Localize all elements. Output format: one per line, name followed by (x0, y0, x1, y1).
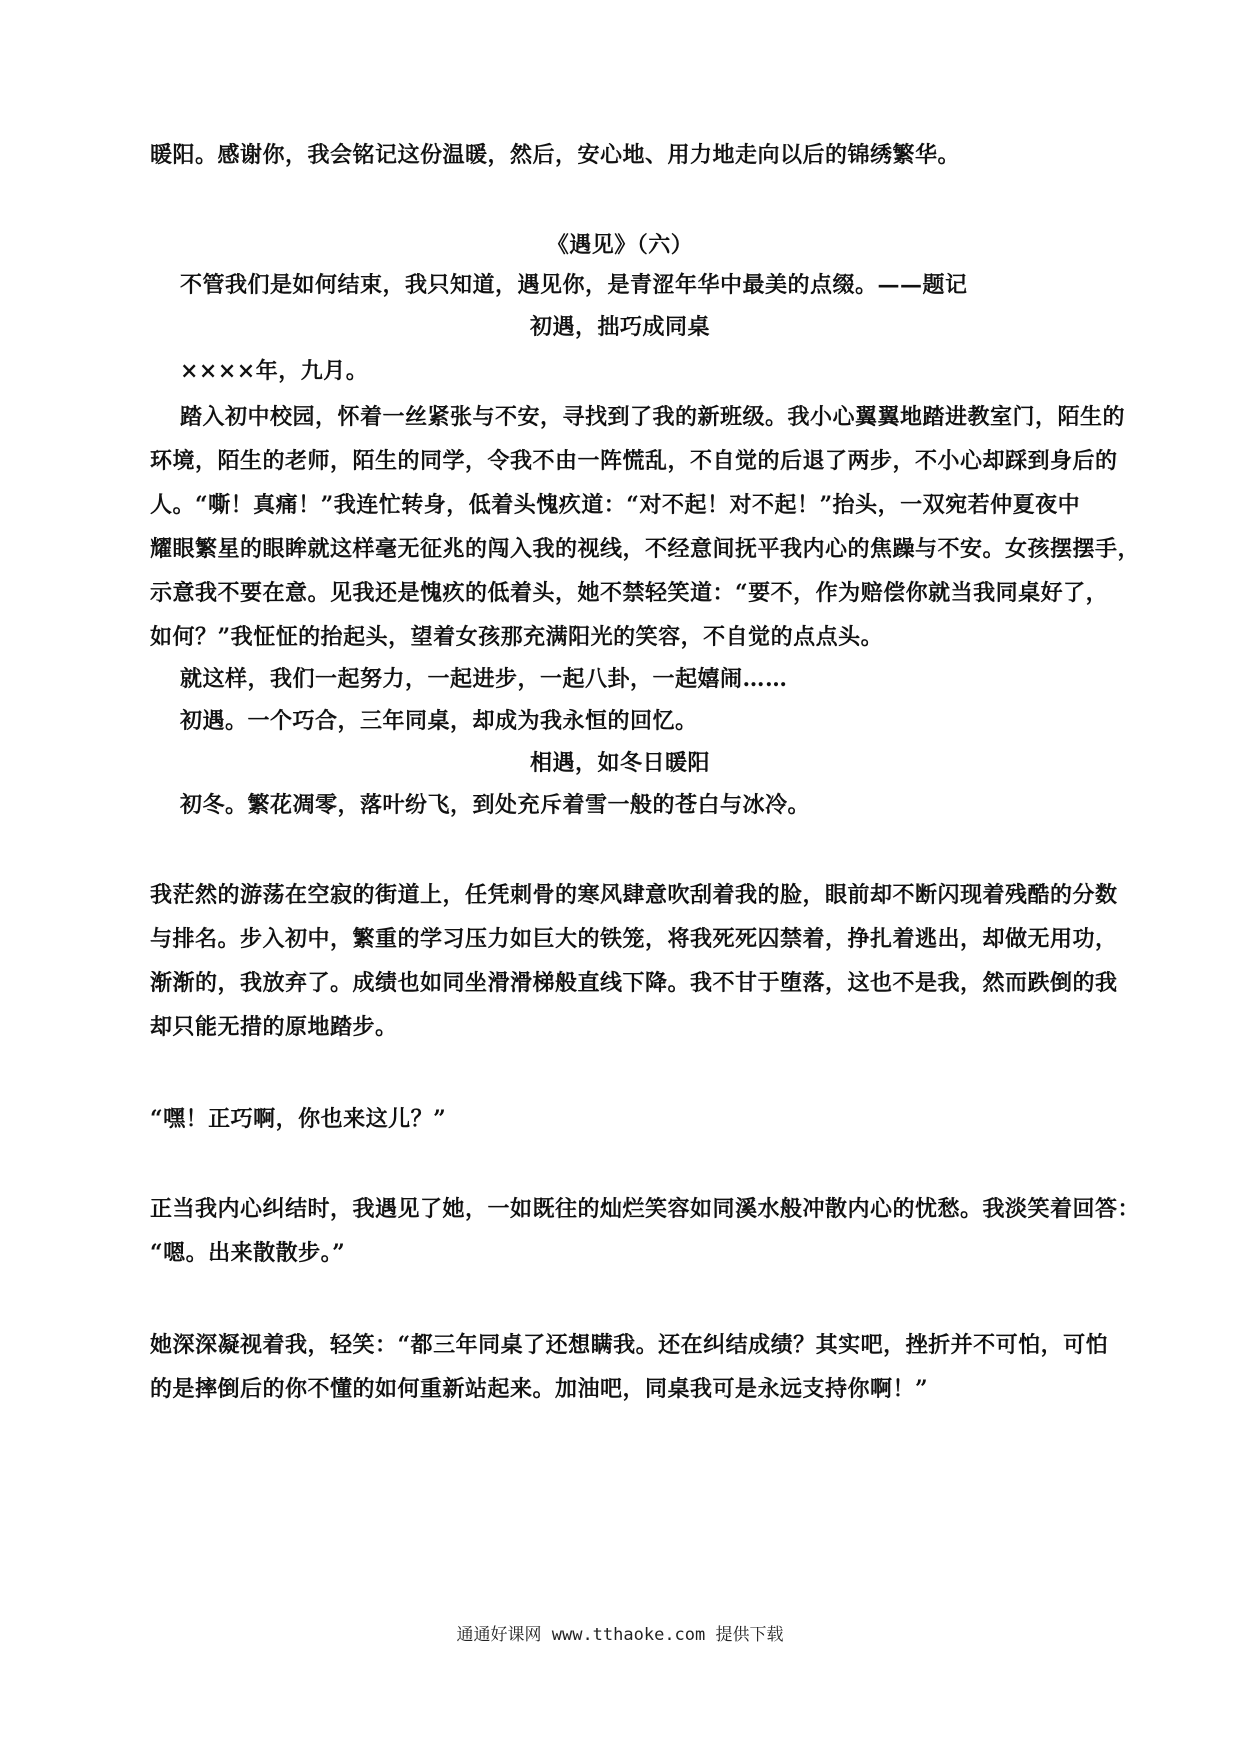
paragraph-line: 如何？”我怔怔的抬起头，望着女孩那充满阳光的笑容，不自觉的点点头。 (150, 624, 884, 650)
paragraph-line: 她深深凝视着我，轻笑：“都三年同桌了还想瞒我。还在纠结成绩？其实吧，挫折并不可怕，可怕 (150, 1332, 1109, 1358)
paragraph-line: “嘿！正巧啊，你也来这儿？” (150, 1106, 447, 1132)
paragraph-line: 初冬。繁花凋零，落叶纷飞，到处充斥着雪一般的苍白与冰冷。 (180, 792, 811, 818)
paragraph-line: 耀眼繁星的眼眸就这样毫无征兆的闯入我的视线，不经意间抚平我内心的焦躁与不安。女孩摆摆手， (150, 536, 1141, 562)
section-heading: 相遇，如冬日暖阳 (529, 750, 710, 776)
page-footer: 通通好课网 www.tthaoke.com 提供下载 (456, 1625, 784, 1645)
paragraph-line: 就这样，我们一起努力，一起进步，一起八卦，一起嬉闹…… (180, 666, 788, 692)
paragraph-line: 的是摔倒后的你不懂的如何重新站起来。加油吧，同桌我可是永远支持你啊！” (150, 1376, 929, 1402)
paragraph-line: 环境，陌生的老师，陌生的同学，令我不由一阵慌乱，不自觉的后退了两步，不小心却踩到身后的 (150, 448, 1118, 474)
paragraph-line: 人。“嘶！真痛！”我连忙转身，低着头愧疚道：“对不起！对不起！”抬头，一双宛若仲夏夜中 (150, 492, 1081, 518)
epigraph: 不管我们是如何结束，我只知道，遇见你，是青涩年华中最美的点缀。——题记 (180, 272, 968, 298)
paragraph-line: 正当我内心纠结时，我遇见了她，一如既往的灿烂笑容如同溪水般冲散内心的忧愁。我淡笑着回答： (150, 1196, 1141, 1222)
paragraph-line: 踏入初中校园，怀着一丝紧张与不安，寻找到了我的新班级。我小心翼翼地踏进教室门，陌生的 (180, 404, 1126, 430)
paragraph-line: 初遇。一个巧合，三年同桌，却成为我永恒的回忆。 (180, 708, 698, 734)
paragraph-line: 示意我不要在意。见我还是愧疚的低着头，她不禁轻笑道：“要不，作为赔偿你就当我同桌好了， (150, 580, 1109, 606)
paragraph-line: “嗯。出来散散步。” (150, 1240, 346, 1266)
section-heading: 初遇，拙巧成同桌 (529, 314, 710, 340)
paragraph-line: 我茫然的游荡在空寂的街道上，任凭刺骨的寒风肆意吹刮着我的脸，眼前却不断闪现着残酷的分数 (150, 882, 1118, 908)
paragraph-line: 却只能无措的原地踏步。 (150, 1014, 398, 1040)
paragraph-line: 渐渐的，我放弃了。成绩也如同坐滑滑梯般直线下降。我不甘于堕落，这也不是我，然而跌倒的我 (150, 970, 1118, 996)
paragraph-line: 暖阳。感谢你，我会铭记这份温暖，然后，安心地、用力地走向以后的锦绣繁华。 (150, 142, 961, 168)
date-line: ××××年，九月。 (180, 358, 369, 384)
paragraph-line: 与排名。步入初中，繁重的学习压力如巨大的铁笼，将我死死囚禁着，挣扎着逃出，却做无用功， (150, 926, 1118, 952)
article-title: 《遇见》（六） (546, 232, 694, 258)
